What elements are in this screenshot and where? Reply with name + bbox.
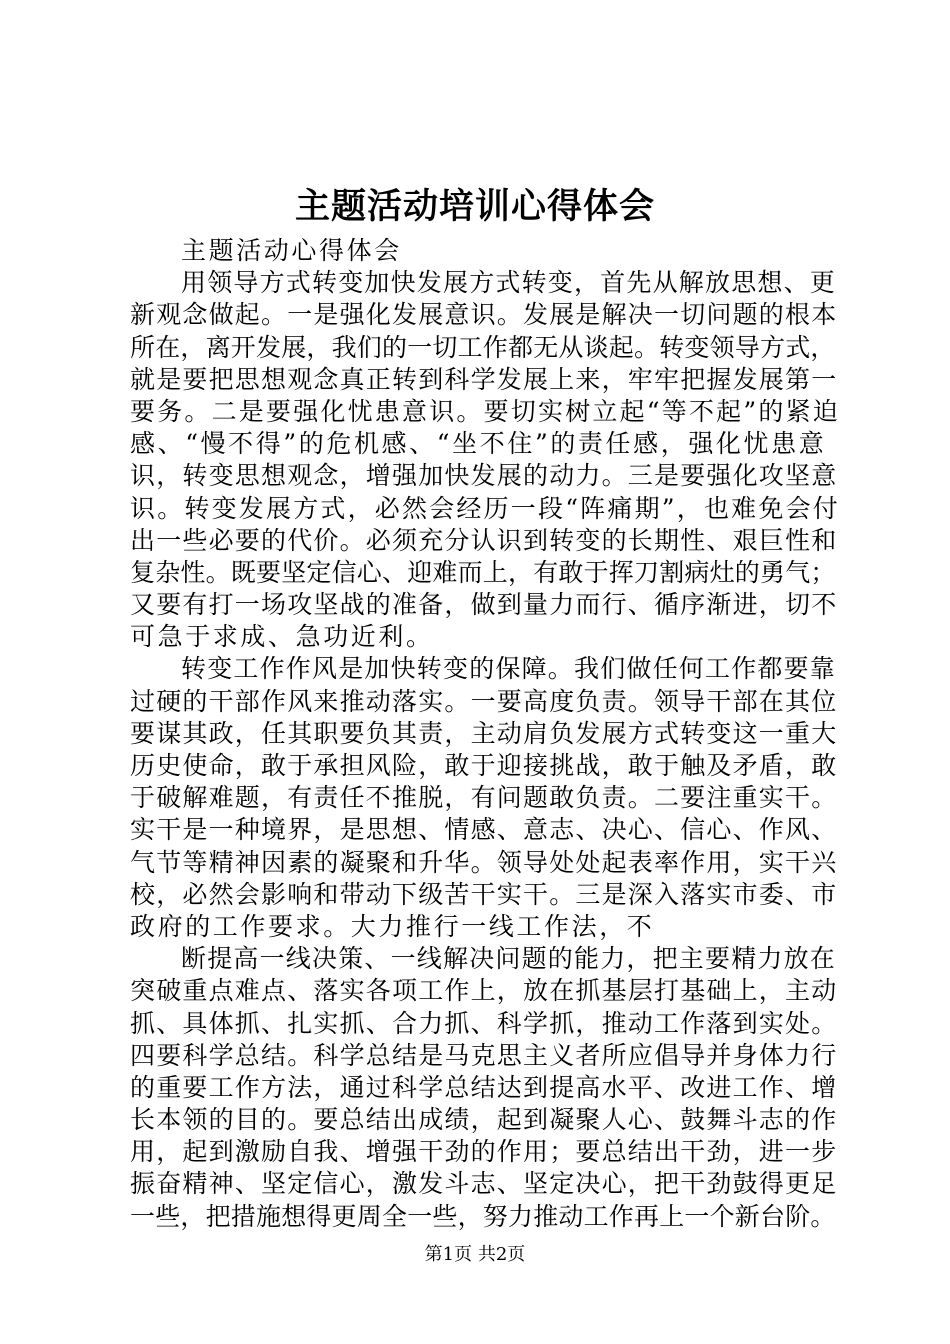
text-line: 校，必然会影响和带动下级苦干实干。三是深入落实市委、市 xyxy=(130,879,838,909)
text-line: 主题活动心得体会 xyxy=(181,236,402,265)
text-line: 要务。二是要强化忧患意识。要切实树立起“等不起”的紧迫 xyxy=(130,396,840,426)
text-line: 历史使命，敢于承担风险，敢于迎接挑战，敢于触及矛盾，敢 xyxy=(130,751,838,780)
text-line: 断提高一线决策、一线解决问题的能力，把主要精力放在 xyxy=(181,944,837,974)
document-body xyxy=(130,235,840,1233)
text-line: 用领导方式转变加快发展方式转变，首先从解放思想、更 xyxy=(181,268,837,298)
document-title: 主题活动培训心得体会 xyxy=(294,186,655,227)
text-line: 过硬的干部作风来推动落实。一要高度负责。领导干部在其位 xyxy=(130,686,838,716)
text-line: 可急于求成、急功近利。 xyxy=(130,622,434,652)
text-line: 的重要工作方法，通过科学总结达到提高水平、改进工作、增 xyxy=(130,1072,838,1102)
text-line: 就是要把思想观念真正转到科学发展上来，牢牢把握发展第一 xyxy=(130,364,838,394)
text-line: 于破解难题，有责任不推脱，有问题敢负责。二要注重实干。 xyxy=(130,783,838,813)
text-line: 用，起到激励自我、增强干劲的作用；要总结出干劲，进一步 xyxy=(130,1137,838,1167)
text-line: 识。转变发展方式，必然会经历一段“阵痛期”，也难免会付 xyxy=(130,493,840,523)
text-line: 所在，离开发展，我们的一切工作都无从谈起。转变领导方式， xyxy=(130,332,836,362)
page-footer: 第1页 共2页 xyxy=(424,1244,526,1265)
text-line: 出一些必要的代价。必须充分认识到转变的长期性、艰巨性和 xyxy=(130,525,838,555)
text-line: 复杂性。既要坚定信心、迎难而上，有敢于挥刀割病灶的勇气； xyxy=(130,557,836,587)
text-line: 抓、具体抓、扎实抓、合力抓、科学抓，推动工作落到实处。 xyxy=(130,1008,838,1038)
text-line: 气节等精神因素的凝聚和升华。领导处处起表率作用，实干兴 xyxy=(130,847,838,877)
text-line: 四要科学总结。科学总结是马克思主义者所应倡导并身体力行 xyxy=(130,1040,838,1070)
text-line: 感、“慢不得”的危机感、“坐不住”的责任感，强化忧患意 xyxy=(130,429,827,459)
text-line: 要谋其政，任其职要负其责，主动肩负发展方式转变这一重大 xyxy=(130,718,838,748)
text-line: 长本领的目的。要总结出成绩，起到凝聚人心、鼓舞斗志的作 xyxy=(130,1105,838,1135)
text-line: 识，转变思想观念，增强加快发展的动力。三是要强化攻坚意 xyxy=(130,461,838,491)
text-line: 一些，把措施想得更周全一些，努力推动工作再上一个新台阶。 xyxy=(130,1201,836,1231)
text-line: 转变工作作风是加快转变的保障。我们做任何工作都要靠 xyxy=(181,654,837,684)
text-line: 振奋精神、坚定信心，激发斗志、坚定决心，把干劲鼓得更足 xyxy=(130,1169,838,1199)
text-line: 突破重点难点、落实各项工作上，放在抓基层打基础上，主动 xyxy=(130,976,838,1006)
text-line: 又要有打一场攻坚战的准备，做到量力而行、循序渐进，切不 xyxy=(130,590,838,620)
text-line: 新观念做起。一是强化发展意识。发展是解决一切问题的根本 xyxy=(130,300,838,330)
text-line: 实干是一种境界，是思想、情感、意志、决心、信心、作风、 xyxy=(130,815,838,845)
text-line: 政府的工作要求。大力推行一线工作法，不 xyxy=(130,911,655,941)
